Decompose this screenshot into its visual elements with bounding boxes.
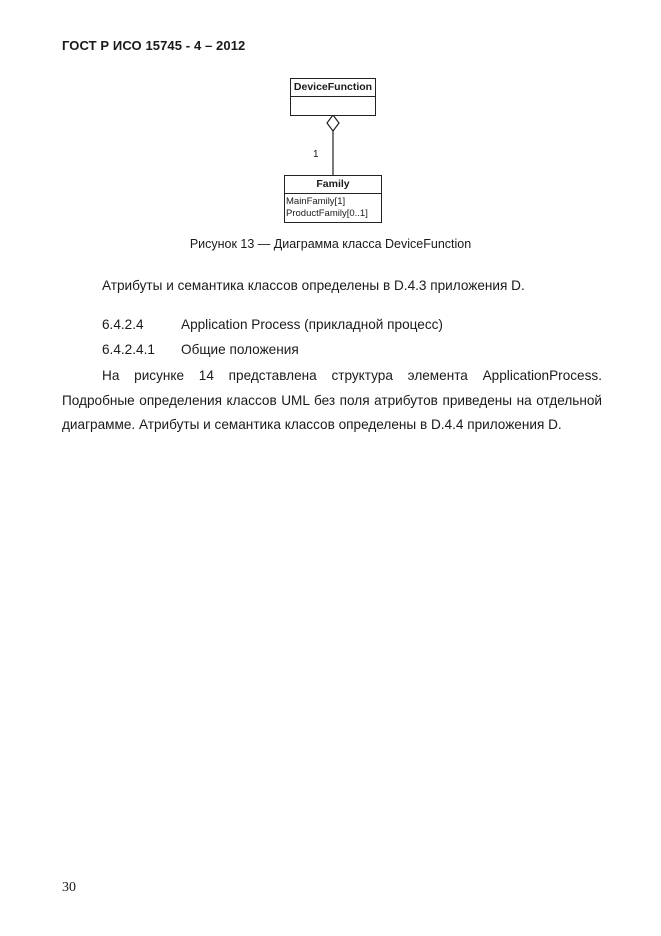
family-class-name: Family xyxy=(285,176,381,194)
figure-caption: Рисунок 13 — Диаграмма класса DeviceFunction xyxy=(189,237,472,251)
family-attributes xyxy=(285,194,381,221)
page-number: 30 xyxy=(62,880,76,895)
section-heading-application-process xyxy=(102,313,443,338)
device-function-class-name: DeviceFunction xyxy=(291,79,375,97)
device-function-class-box xyxy=(290,78,376,116)
uml-class-diagram xyxy=(0,0,661,240)
section-number: 6.4.2.4 xyxy=(102,317,144,332)
attribute-product-family: ProductFamily[0..1] xyxy=(286,208,368,219)
document-header: ГОСТ Р ИСО 15745 - 4 – 2012 xyxy=(62,38,246,53)
multiplicity-label: 1 xyxy=(313,149,319,160)
attribute-main-family: MainFamily[1] xyxy=(286,196,346,207)
paragraph-application-process: На рисунке 14 представлена структура элемента ApplicationProcess. Подробные определения классов UML без поля атрибутов приведены на отдельной диаграмме. Атрибуты и семантика классов определены в D.4.4 приложения D. xyxy=(62,368,602,432)
family-class-box xyxy=(284,175,382,223)
section-number: 6.4.2.4.1 xyxy=(102,342,155,357)
paragraph-attributes-reference: Атрибуты и семантика классов определены в D.4.3 приложения D. xyxy=(102,278,525,293)
aggregation-diamond-icon xyxy=(327,115,339,131)
section-title: Общие положения xyxy=(181,342,299,357)
section-title: Application Process (прикладной процесс) xyxy=(181,317,443,332)
section-heading-general xyxy=(102,338,299,363)
